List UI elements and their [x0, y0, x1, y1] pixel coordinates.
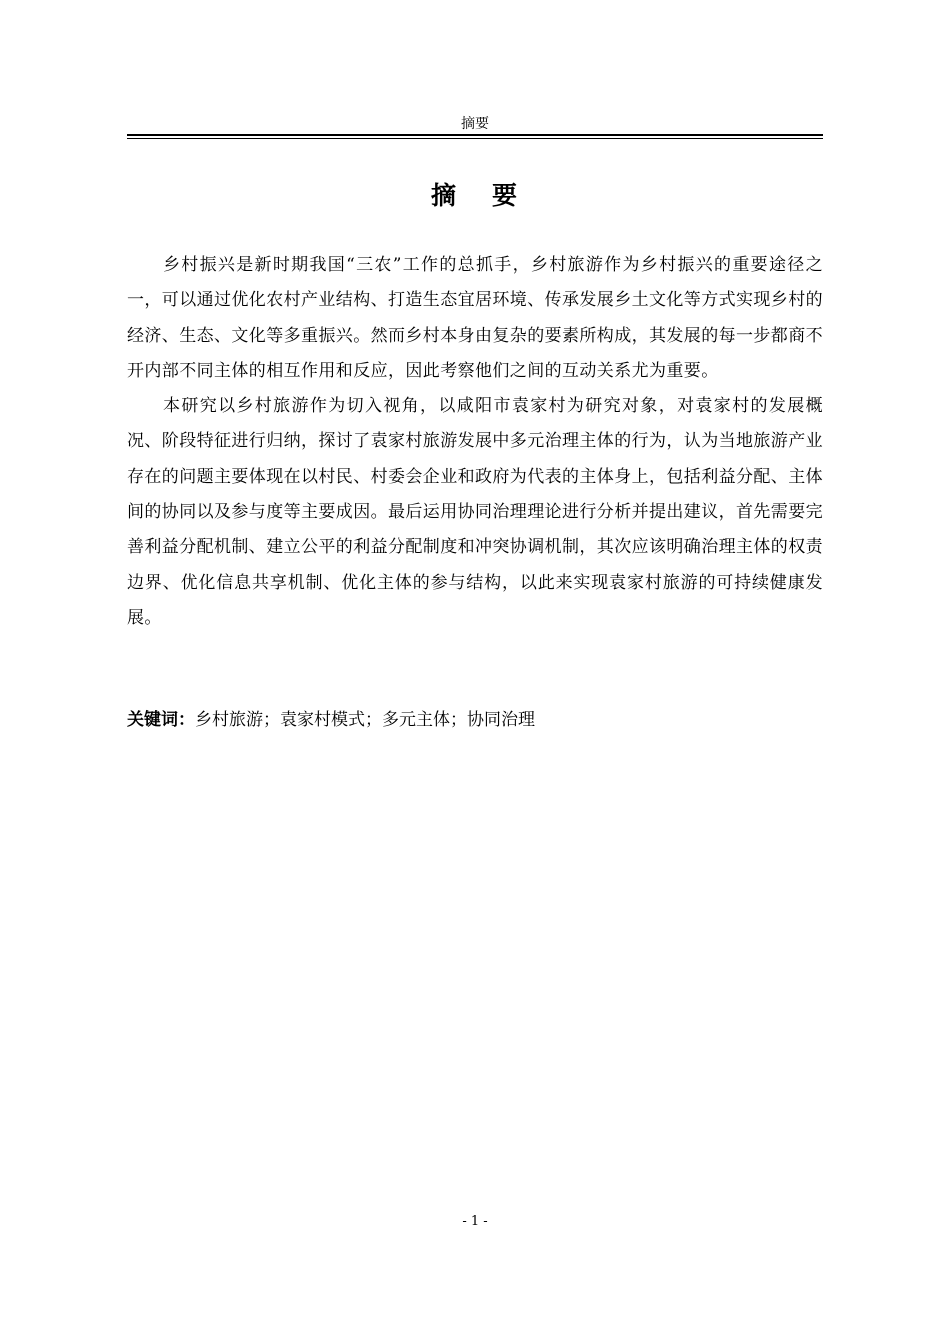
title-char-1: 摘: [430, 181, 458, 210]
keywords-line: [127, 704, 823, 736]
keywords-label: 关键词：: [127, 710, 195, 730]
page-title: [127, 176, 823, 216]
header-rule-thin: [127, 138, 823, 139]
abstract-paragraph-2: 本研究以乡村旅游作为切入视角，以咸阳市袁家村为研究对象，对袁家村的发展概况、阶段特征进行归纳，探讨了袁家村旅游发展中多元治理主体的行为，认为当地旅游产业存在的问题主要体现在以村民、村委会企业和政府为代表的主体身上，包括利益分配、主体间的协同以及参与度等主要成因。最后运用协同治理理论进行分析并提出建议，首先需要完善利益分配机制、建立公平的利益分配制度和冲突协调机制，其次应该明确治理主体的权责边界、优化信息共享机制、优化主体的参与结构，以此来实现袁家村旅游的可持续健康发展。: [127, 396, 823, 628]
abstract-body: [127, 248, 823, 636]
title-char-2: 要: [492, 181, 520, 210]
page-number: - 1 -: [462, 1214, 488, 1229]
running-header: 摘要: [461, 116, 489, 132]
abstract-paragraph-1: 乡村振兴是新时期我国“三农”工作的总抓手，乡村旅游作为乡村振兴的重要途径之一，可以通过优化农村产业结构、打造生态宜居环境、传承发展乡土文化等方式实现乡村的经济、生态、文化等多重振兴。然而乡村本身由复杂的要素所构成，其发展的每一步都商不开内部不同主体的相互作用和反应，因此考察他们之间的互动关系尤为重要。: [127, 255, 823, 381]
header-rule-thick: [127, 134, 823, 136]
keywords-text: 乡村旅游；袁家村模式；多元主体；协同治理: [195, 710, 535, 730]
